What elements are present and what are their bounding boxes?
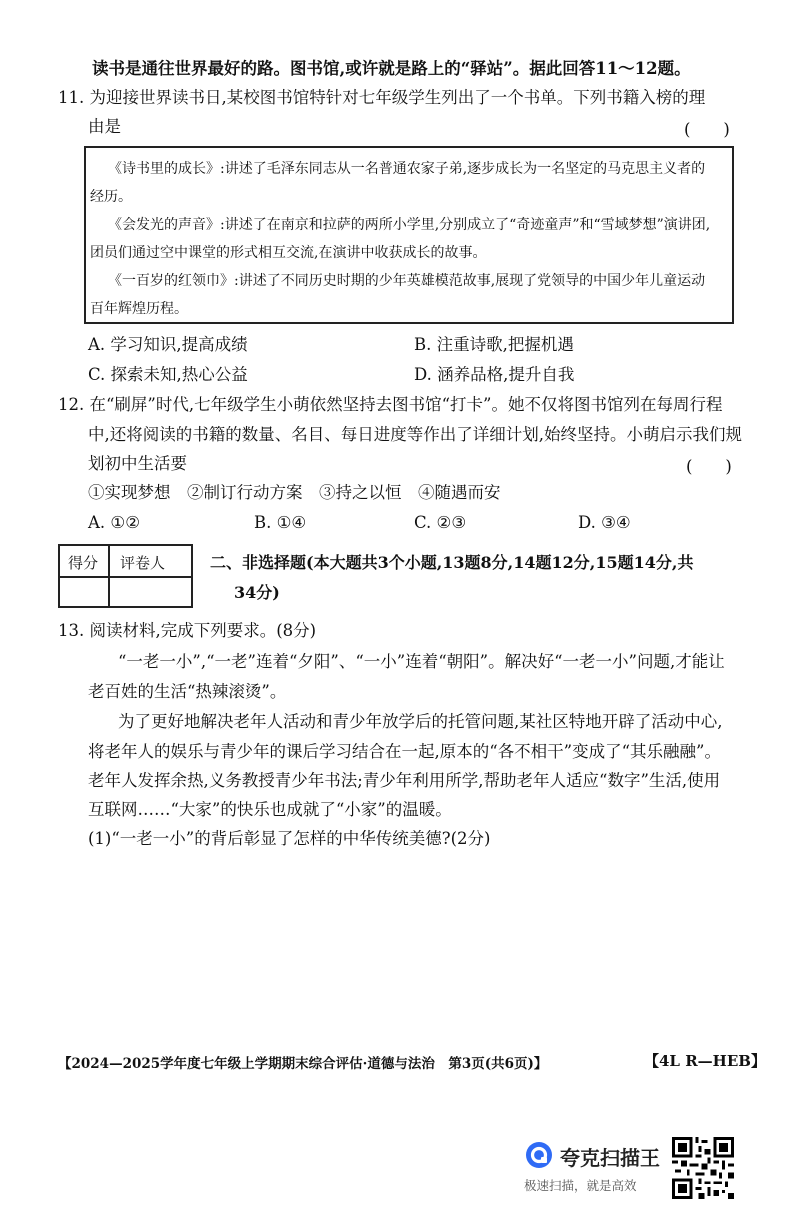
q11-answer-paren: ( ) — [684, 120, 730, 139]
q13-material-p2-line2: 将老年人的娱乐与青少年的课后学习结合在一起,原本的“各不相干”变成了“其乐融融”。 — [88, 742, 721, 761]
watermark-slogan: 极速扫描，就是高效 — [524, 1178, 637, 1193]
q11-stem-line1: 11. 为迎接世界读书日,某校图书馆特针对七年级学生列出了一个书单。下列书籍入榜的理 — [58, 88, 706, 107]
q11-option-d: D. 涵养品格,提升自我 — [414, 365, 575, 384]
q11-stem-line2: 由是 — [88, 117, 121, 136]
q12-statements: ①实现梦想 ②制订行动方案 ③持之以恒 ④随遇而安 — [88, 483, 501, 502]
quark-logo-icon — [524, 1140, 554, 1170]
book-3-line1: 《一百岁的红领巾》:讲述了不同历史时期的少年英雄模范故事,展现了党领导的中国少年儿童运动 — [108, 273, 706, 289]
q12-stem-line2: 中,还将阅读的书籍的数量、名目、每日进度等作出了详细计划,始终坚持。小萌启示我们规 — [88, 425, 742, 444]
q12-answer-paren: ( ) — [686, 457, 732, 476]
q13-material-p1-line1: “一老一小”,“一老”连着“夕阳”、“一小”连着“朝阳”。解决好“一老一小”问题,才能让 — [118, 652, 725, 671]
q12-option-a: A. ①② — [88, 513, 140, 532]
q13-subquestion-1: (1)“一老一小”的背后彰显了怎样的中华传统美德?(2分) — [88, 829, 491, 848]
q12-option-b: B. ①④ — [254, 513, 307, 532]
book-2-line2: 团员们通过空中课堂的形式相互交流,在演讲中收获成长的故事。 — [90, 245, 487, 261]
scanner-watermark — [522, 1140, 672, 1194]
q12-option-c: C. ②③ — [414, 513, 467, 532]
footer-code: 【4L R—HEB】 — [644, 1052, 766, 1070]
score-header: 得分 — [68, 554, 99, 572]
q13-material-p2-line4: 互联网……“大家”的快乐也成就了“小家”的温暖。 — [88, 800, 452, 819]
q12-stem-line3: 划初中生活要 — [88, 454, 187, 473]
book-1-line1: 《诗书里的成长》:讲述了毛泽东同志从一名普通农家子弟,逐步成长为一名坚定的马克思主义者的 — [108, 161, 706, 177]
q13-material-p1-line2: 老百姓的生活“热辣滚烫”。 — [88, 682, 287, 701]
q13-material-p2-line3: 老年人发挥余热,义务教授青少年书法;青少年利用所学,帮助老年人适应“数字”生活,使用 — [88, 771, 721, 790]
intro-text: 读书是通往世界最好的路。图书馆,或许就是路上的“驿站”。据此回答11～12题。 — [92, 59, 691, 78]
book-1-line2: 经历。 — [90, 189, 132, 205]
q13-material-p2-line1: 为了更好地解决老年人活动和青少年放学后的托管问题,某社区特地开辟了活动中心, — [118, 712, 723, 731]
watermark-brand: 夸克扫描王 — [560, 1146, 660, 1170]
book-2-line1: 《会发光的声音》:讲述了在南京和拉萨的两所小学里,分别成立了“奇迹童声”和“雪域梦想”演讲团, — [108, 217, 711, 233]
q11-material-box — [84, 146, 734, 324]
table-divider — [60, 576, 191, 578]
qr-code-icon — [672, 1137, 734, 1199]
q11-option-c: C. 探索未知,热心公益 — [88, 365, 248, 384]
q11-option-b: B. 注重诗歌,把握机遇 — [414, 335, 574, 354]
footer-exam-info: 【2024—2025学年度七年级上学期期末综合评估·道德与法治 第3页(共6页)】 — [58, 1056, 548, 1072]
section2-heading-line1: 二、非选择题(本大题共3个小题,13题8分,14题12分,15题14分,共 — [210, 553, 694, 572]
grader-header: 评卷人 — [120, 554, 166, 572]
book-3-line2: 百年辉煌历程。 — [90, 301, 188, 317]
q11-option-a: A. 学习知识,提高成绩 — [88, 335, 248, 354]
q12-stem-line1: 12. 在“刷屏”时代,七年级学生小萌依然坚持去图书馆“打卡”。她不仅将图书馆列在每周行程 — [58, 395, 723, 414]
q13-title: 13. 阅读材料,完成下列要求。(8分) — [58, 621, 317, 640]
score-table — [58, 544, 193, 608]
q12-option-d: D. ③④ — [578, 513, 631, 532]
section2-heading-line2: 34分) — [234, 583, 280, 602]
